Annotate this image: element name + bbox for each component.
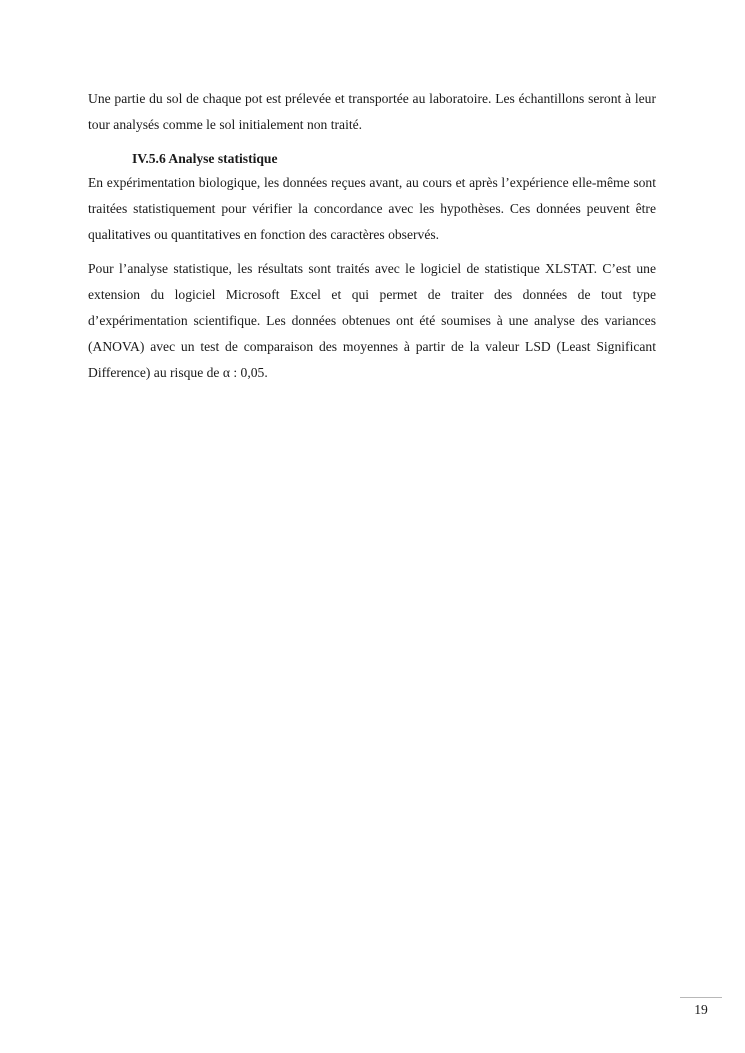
page-content [88,86,656,386]
paragraph-biological-experimentation: En expérimentation biologique, les données reçues avant, au cours et après l’expérience elle-même sont traitées statistiquement pour vérifier la concordance avec les hypothèses. Ces données peuvent être qualitatives ou quantitatives en fonction des caractères observés. [88,175,656,242]
page-number: 19 [694,1002,708,1017]
paragraph-statistical-analysis: Pour l’analyse statistique, les résultats sont traités avec le logiciel de statistique XLSTAT. C’est une extension du logiciel Microsoft Excel et qui permet de traiter des données de tout type d’expérimentation scientifique. Les données obtenues ont été soumises à une analyse des variances (ANOVA) avec un test de comparaison des moyennes à partir de la valeur LSD (Least Significant Difference) au risque de α : 0,05. [88,261,656,380]
paragraph-soil-sampling: Une partie du sol de chaque pot est prélevée et transportée au laboratoire. Les échantillons seront à leur tour analysés comme le sol initialement non traité. [88,91,656,132]
section-heading: IV.5.6 Analyse statistique [132,151,278,166]
footer-divider [680,997,722,998]
